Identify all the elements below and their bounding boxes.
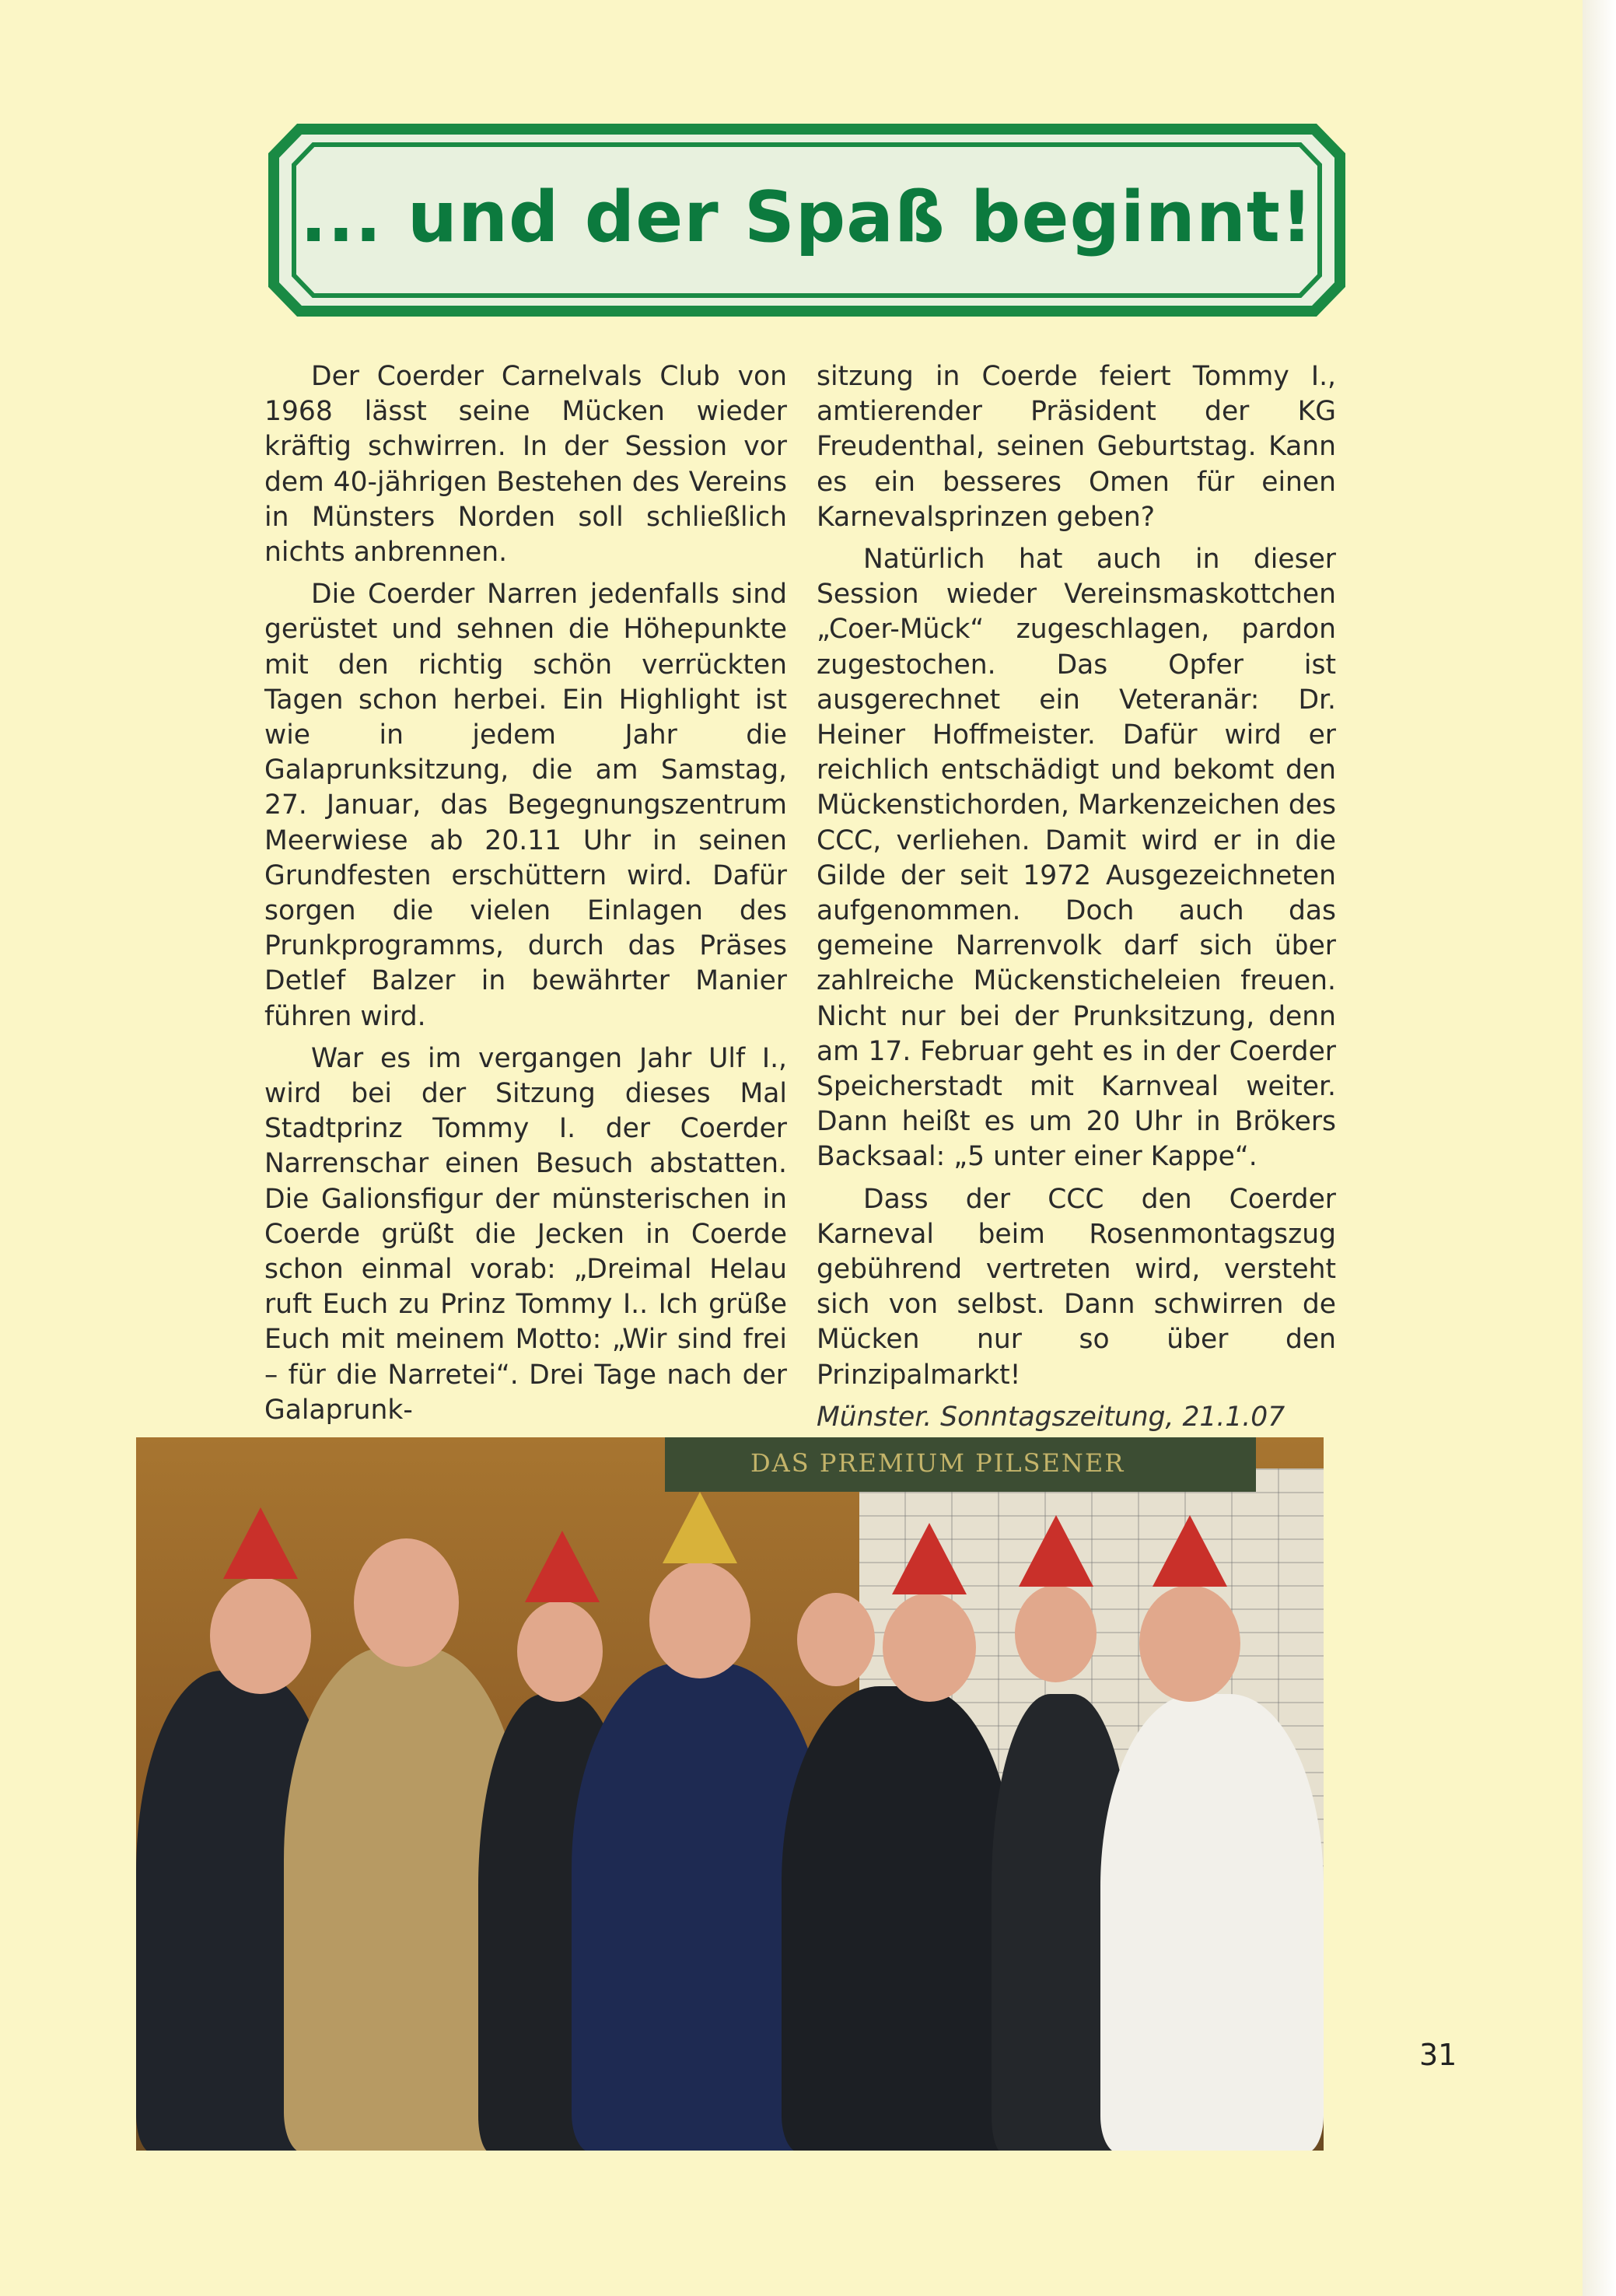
article-source: Münster. Sonntagszeitung, 21.1.07 [817,1401,1285,1433]
person-head [354,1538,459,1667]
person-figure [1100,1694,1324,2151]
article-paragraph: Natürlich hat auch in dieser Session wieder Vereinsmaskottchen „Coer-Mück“ zugeschlagen, pardon zugestochen. Das Opfer ist ausgerechnet ein Veteranär: Dr. Heiner Hoffmeister. Dafür wird er reichlich entschädigt und bekomt den Mückenstichorden, Markenzeichen des CCC, verliehen. Damit wird er in die Gilde der seit 1972 Ausgezeichneten aufgenommen. Doch auch das gemeine Narrenvolk darf sich über zahlreiche Mückensticheleien freuen. Nicht nur bei der Prunksitzung, denn am 17. Februar geht es in der Coerder Speicherstadt mit Karnveal weiter. Dann heißt es um 20 Uhr in Brökers Backsaal: „5 unter einer Kappe“. [817,544,1336,1173]
person-head [1139,1585,1240,1702]
person-head [210,1577,311,1694]
person-head [1015,1585,1097,1682]
page-title: ... und der Spaß beginnt! [300,176,1313,258]
beer-sign-text: DAS PREMIUM PILSENER [750,1448,1125,1478]
jester-cap [663,1492,737,1563]
article-column-right [817,359,1336,1442]
person-head [649,1562,750,1678]
jester-cap [1019,1515,1093,1587]
article-column-left [264,359,787,1435]
title-banner [268,118,1345,322]
person-head [517,1601,603,1702]
person-figure [782,1686,1015,2151]
article-paragraph: War es im vergangen Jahr Ulf I., wird bei der Sitzung dieses Mal Stadtprinz Tommy I. der Coerder Narrenschar einen Besuch abstatten. Die Galionsfigur der münsterischen in Coerde grüßt die Jecken in Coerde schon einmal vorab: „Dreimal Helau ruft Euch zu Prinz Tommy I.. Ich grüße Euch mit meinem Motto: „Wir sind frei – für die Narretei“. Drei Tage nach der Galaprunk- [264,1042,787,1426]
page-number: 31 [1419,2038,1457,2072]
jester-cap [1153,1515,1227,1587]
person-head [797,1593,875,1686]
person-head [883,1593,976,1702]
jester-cap [525,1531,600,1602]
article-paragraph: Die Coerder Narren jedenfalls sind gerüstet und sehnen die Höhepunkte mit den richtig schön verrückten Tagen schon herbei. Ein Highlight ist wie in jedem Jahr die Galaprunksitzung, die am Samstag, 27. Januar, das Begegnungszentrum Meerwiese ab 20.11 Uhr in seinen Grundfesten erschüttern wird. Dafür sorgen die vielen Einlagen des Prunkprogramms, durch das Präses Detlef Balzer in bewährter Manier führen wird. [264,579,787,1032]
article-paragraph: Der Coerder Carnelvals Club von 1968 lässt seine Mücken wieder kräftig schwirren. In der Session vor dem 40-jährigen Bestehen des Vereins in Münsters Norden soll schließlich nichts anbrennen. [264,361,787,569]
jester-cap [892,1523,967,1594]
beer-sign [665,1437,1256,1492]
page-edge [1583,0,1616,2296]
group-photo [136,1437,1324,2151]
article-paragraph: Dass der CCC den Coerder Karneval beim Rosenmontagszug gebührend vertreten wird, versteht sich von selbst. Dann schwirren de Mücken nur so über den Prinzipalmarkt! [817,1183,1336,1391]
jester-cap [223,1507,298,1579]
article-paragraph-continued: sitzung in Coerde feiert Tommy I., amtierender Präsident der KG Freudenthal, seinen Geburtstag. Kann es ein besseres Omen für einen Karnevalsprinzen geben? [817,361,1336,533]
